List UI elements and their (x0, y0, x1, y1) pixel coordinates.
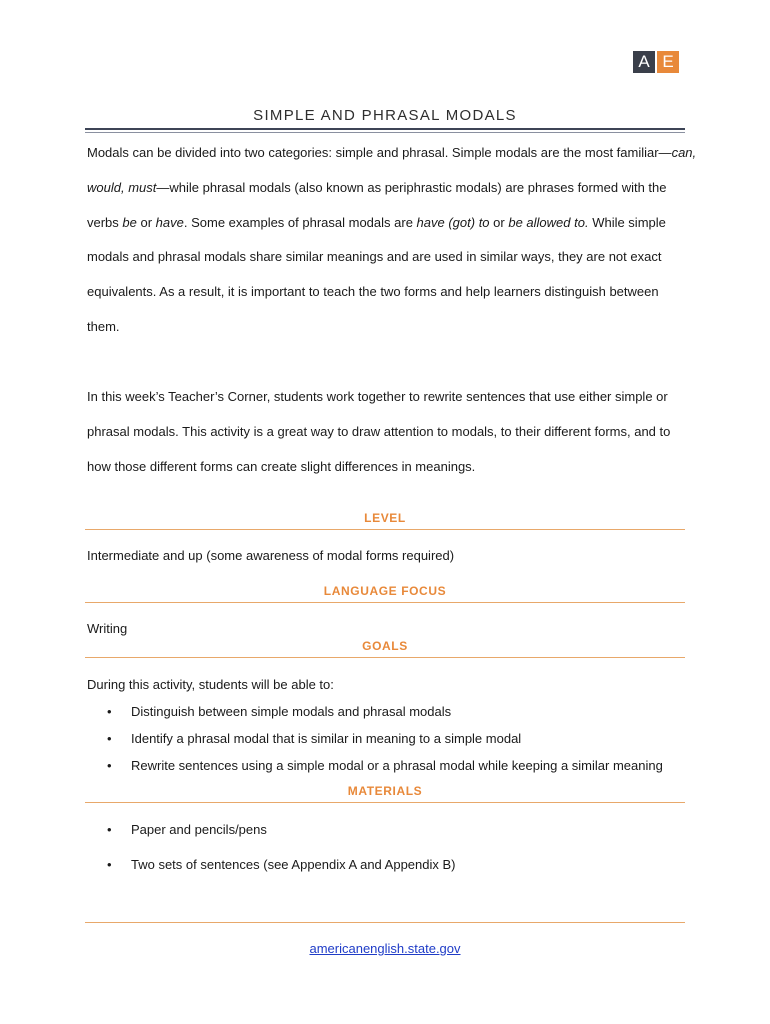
bullet-icon: • (107, 758, 112, 773)
intro-line-2 (87, 178, 692, 213)
intro-text: . Some examples of phrasal modals are (183, 214, 417, 230)
intro-text: or (489, 214, 509, 230)
materials-item-text: Two sets of sentences (see Appendix A and Appendix B) (131, 857, 456, 872)
logo-letter-a: A (633, 51, 655, 73)
ae-logo (633, 51, 679, 73)
intro-text: Modals can be divided into two categories: simple and phrasal. Simple modals are the most familiar— (87, 145, 672, 160)
goals-intro: During this activity, students will be able to: (87, 677, 334, 692)
goals-item-text: Rewrite sentences using a simple modal or a phrasal modal while keeping a similar meaning (131, 758, 663, 773)
activity-line-2: phrasal modals. This activity is a great way to draw attention to modals, to their different forms, and to (87, 423, 671, 439)
goals-heading: GOALS (85, 639, 685, 658)
activity-paragraph (87, 387, 692, 491)
intro-line-1 (87, 143, 697, 178)
intro-italic: would, must (87, 179, 157, 195)
activity-line-3: how those different forms can create slight differences in meanings. (87, 458, 476, 474)
bullet-icon: • (107, 822, 112, 837)
bullet-icon: • (107, 704, 112, 719)
level-heading: LEVEL (85, 511, 685, 530)
intro-text: While simple (588, 214, 666, 230)
materials-list-item (107, 857, 456, 872)
footer-website-link[interactable]: americanenglish.state.gov (309, 941, 461, 956)
intro-text: or (136, 214, 156, 230)
intro-line-6: them. (87, 318, 120, 334)
materials-list-item (107, 822, 267, 837)
materials-heading: MATERIALS (85, 784, 685, 803)
level-text: Intermediate and up (some awareness of modal forms required) (87, 548, 455, 563)
goals-item-text: Identify a phrasal modal that is similar in meaning to a simple modal (131, 731, 522, 746)
intro-text: —while phrasal modals (also known as periphrastic modals) are phrases formed with the (156, 179, 667, 195)
intro-italic: can, (671, 145, 697, 160)
intro-line-5: equivalents. As a result, it is important to teach the two forms and help learners distinguish between (87, 284, 659, 300)
goals-list-item (107, 731, 521, 746)
activity-line-1: In this week’s Teacher’s Corner, students work together to rewrite sentences that use either simple or (87, 389, 668, 404)
logo-letter-e: E (657, 51, 679, 73)
goals-list-item (107, 704, 451, 719)
intro-text: verbs (87, 214, 123, 230)
intro-paragraph (87, 143, 697, 352)
intro-italic: be (122, 214, 137, 230)
intro-line-4: modals and phrasal modals share similar meanings and are used in similar ways, they are not exact (87, 249, 662, 265)
intro-italic: be allowed to. (508, 214, 589, 230)
materials-item-text: Paper and pencils/pens (131, 822, 267, 837)
bullet-icon: • (107, 857, 112, 872)
language-focus-text: Writing (87, 621, 128, 636)
intro-italic: have (155, 214, 184, 230)
footer-divider (85, 922, 685, 923)
intro-italic: have (got) to (416, 214, 490, 230)
page-title: SIMPLE AND PHRASAL MODALS (253, 107, 517, 124)
intro-line-3 (87, 213, 692, 248)
title-divider (85, 128, 685, 133)
language-focus-heading: LANGUAGE FOCUS (85, 584, 685, 603)
goals-item-text: Distinguish between simple modals and phrasal modals (131, 704, 452, 719)
bullet-icon: • (107, 731, 112, 746)
goals-list-item (107, 758, 663, 773)
